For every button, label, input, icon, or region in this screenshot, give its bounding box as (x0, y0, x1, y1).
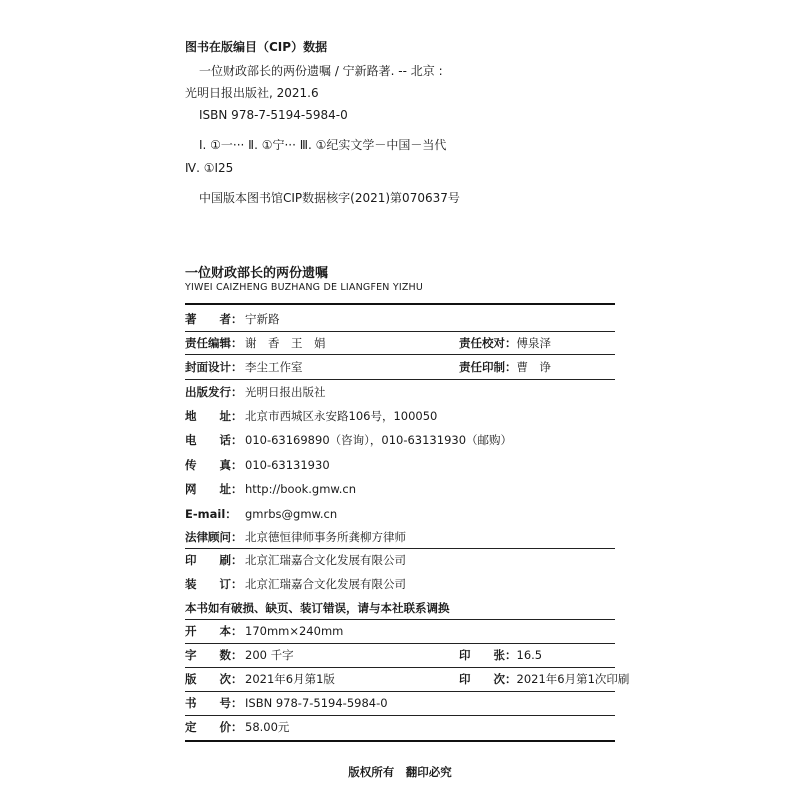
book-title-pinyin: YIWEI CAIZHENG BUZHANG DE LIANGFEN YIZHU (185, 282, 424, 293)
printer-value: 北京汇瑞嘉合文化发展有限公司 (245, 553, 406, 567)
address-value: 北京市西城区永安路106号，100050 (245, 409, 438, 423)
impression-field (459, 669, 629, 689)
website-label: 网 址： (185, 482, 243, 496)
isbn-label: 书 号： (185, 696, 243, 710)
address-row (185, 406, 625, 426)
phone-value: 010-63169890（咨询），010-63131930（邮购） (245, 433, 513, 447)
words-label: 字 数： (185, 648, 243, 662)
email-value: gmrbs@gmw.cn (245, 507, 338, 521)
legal-row (185, 527, 625, 547)
legal-label: 法律顾问： (185, 530, 243, 544)
printer-label: 印 刷： (185, 553, 243, 567)
printing-value: 曹 诤 (516, 360, 551, 374)
divider (185, 303, 615, 305)
isbn-value: ISBN 978-7-5194-5984-0 (245, 696, 388, 710)
email-row (185, 504, 625, 524)
printing-field (459, 357, 551, 377)
impression-label: 印 次： (459, 672, 517, 686)
email-label: E-mail： (185, 507, 237, 521)
divider (185, 619, 615, 620)
cip-line: Ⅰ. ①一··· Ⅱ. ①宁··· Ⅲ. ①纪实文学－中国－当代 (199, 138, 447, 152)
book-title: 一位财政部长的两份遗嘱 (185, 266, 329, 281)
fax-label: 传 真： (185, 458, 243, 472)
dist-label: 出版发行： (185, 385, 243, 399)
printer-row (185, 550, 625, 570)
editor-label: 责任编辑： (185, 336, 243, 350)
sheets-field (459, 645, 542, 665)
cover-value: 李尘工作室 (245, 360, 303, 374)
fax-row (185, 455, 625, 475)
cip-line: 一位财政部长的两份遗嘱 / 宁新路著. -- 北京 : (199, 64, 443, 78)
divider (185, 715, 615, 716)
divider (185, 331, 615, 332)
cip-line: ISBN 978-7-5194-5984-0 (199, 108, 348, 122)
proofreader-field (459, 333, 551, 353)
isbn-row (185, 693, 625, 713)
binder-row (185, 574, 625, 594)
cover-label: 封面设计： (185, 360, 243, 374)
impression-value: 2021年6月第1次印刷 (516, 672, 630, 686)
divider (185, 740, 615, 742)
price-value: 58.00元 (245, 720, 290, 734)
legal-value: 北京德恒律师事务所龚柳方律师 (245, 530, 406, 544)
price-row (185, 717, 625, 737)
website-value: http://book.gmw.cn (245, 482, 357, 496)
words-value: 200 千字 (245, 648, 294, 662)
sheets-label: 印 张： (459, 648, 517, 662)
binder-value: 北京汇瑞嘉合文化发展有限公司 (245, 577, 406, 591)
replacement-notice: 本书如有破损、缺页、装订错误，请与本社联系调换 (185, 601, 450, 615)
words-row (185, 645, 625, 665)
address-label: 地 址： (185, 409, 243, 423)
edition-row (185, 669, 630, 689)
sheets-value: 16.5 (516, 648, 543, 662)
divider (185, 691, 615, 692)
author-value: 宁新路 (245, 312, 280, 326)
divider (185, 379, 615, 380)
cip-heading: 图书在版编目（CIP）数据 (185, 40, 328, 54)
divider (185, 643, 615, 644)
format-value: 170mm×240mm (245, 624, 344, 638)
cip-number: 中国版本图书馆CIP数据核字(2021)第070637号 (199, 191, 460, 205)
format-label: 开 本： (185, 624, 243, 638)
divider (185, 667, 615, 668)
divider (185, 354, 615, 355)
editor-value: 谢 香 王 娟 (245, 336, 326, 350)
dist-value: 光明日报出版社 (245, 385, 326, 399)
phone-label: 电 话： (185, 433, 243, 447)
price-label: 定 价： (185, 720, 243, 734)
cip-line: Ⅳ. ①I25 (185, 161, 234, 175)
proofreader-value: 傅泉泽 (516, 336, 551, 350)
proofreader-label: 责任校对： (459, 336, 517, 350)
fax-value: 010-63131930 (245, 458, 330, 472)
author-row (185, 309, 625, 329)
author-label: 著 者： (185, 312, 243, 326)
binder-label: 装 订： (185, 577, 243, 591)
editor-row (185, 333, 625, 353)
website-row (185, 479, 625, 499)
printing-label: 责任印制： (459, 360, 517, 374)
divider (185, 548, 615, 549)
edition-value: 2021年6月第1版 (245, 672, 335, 686)
edition-label: 版 次： (185, 672, 243, 686)
format-row (185, 621, 625, 641)
cip-line: 光明日报出版社, 2021.6 (185, 86, 319, 100)
dist-row (185, 382, 625, 402)
phone-row (185, 430, 625, 450)
copyright-notice: 版权所有 翻印必究 (348, 765, 452, 779)
cover-row (185, 357, 625, 377)
